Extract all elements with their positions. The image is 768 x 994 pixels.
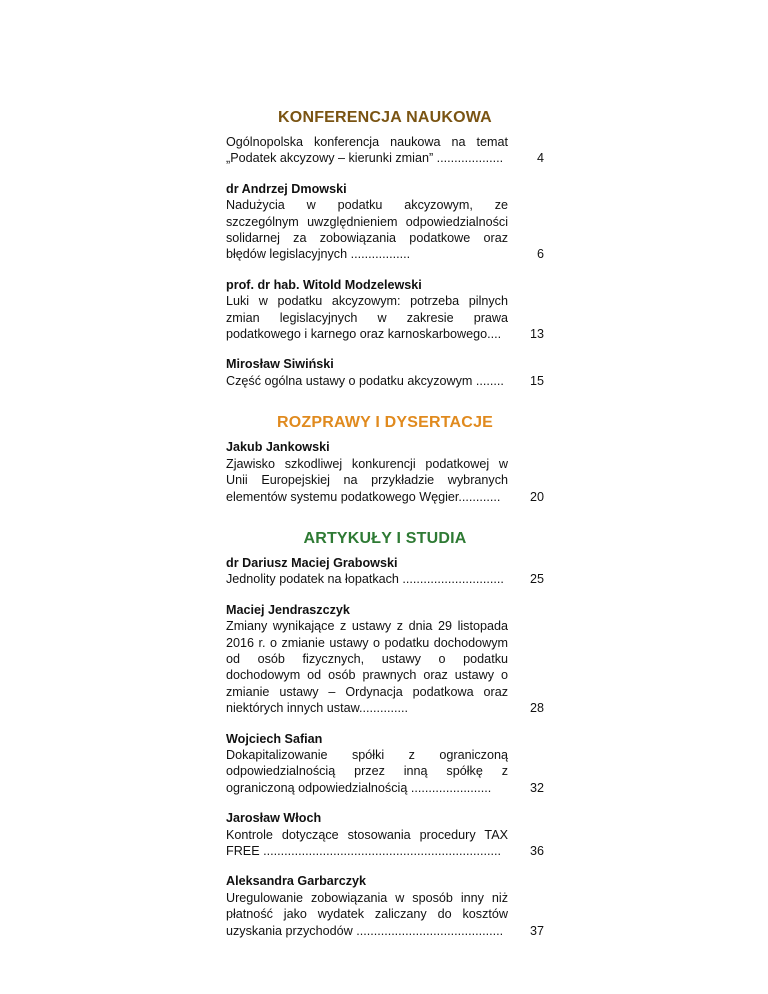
- page-number: 20: [529, 489, 544, 504]
- page-number: 28: [529, 701, 544, 716]
- entry-author: Maciej Jendraszczyk: [226, 602, 350, 617]
- toc-entry[interactable]: [226, 810, 544, 859]
- entry-author: prof. dr hab. Witold Modzelewski: [226, 277, 422, 292]
- toc-entry[interactable]: [226, 439, 544, 505]
- page-number: 25: [529, 572, 544, 587]
- section-spacer: [226, 519, 544, 529]
- entry-author: Jarosław Włoch: [226, 811, 322, 826]
- entry-author: Aleksandra Garbarczyk: [226, 874, 367, 889]
- section-rozprawy: [226, 413, 544, 505]
- entry-title: Kontrole dotyczące stosowania procedury TAX FREE ....................................................................: [226, 827, 508, 858]
- entry-author: dr Dariusz Maciej Grabowski: [226, 555, 398, 570]
- section-heading: KONFERENCJA NAUKOWA: [278, 109, 492, 126]
- toc-entry[interactable]: [226, 873, 544, 939]
- entry-title: Uregulowanie zobowiązania w sposób inny niż płatność jako wydatek zaliczany do kosztów uzyskania przychodów ..........................................: [226, 890, 508, 938]
- entry-title: Dokapitalizowanie spółki z ograniczoną odpowiedzialnością przez inną spółkę z ograniczoną odpowiedzialnością .......................: [226, 747, 508, 795]
- table-of-contents: [226, 108, 544, 953]
- toc-entry[interactable]: [226, 602, 544, 717]
- toc-entry[interactable]: [226, 181, 544, 263]
- entry-author: Wojciech Safian: [226, 731, 323, 746]
- section-spacer: [226, 403, 544, 413]
- page-number: 13: [529, 327, 544, 342]
- page-number: 15: [529, 373, 544, 388]
- page-number: 32: [529, 780, 544, 795]
- section-heading: ARTYKUŁY I STUDIA: [303, 529, 467, 547]
- section-konferencja: [226, 108, 544, 389]
- section-heading: ROZPRAWY I DYSERTACJE: [276, 414, 494, 432]
- toc-entry[interactable]: [226, 134, 544, 167]
- page-number: 37: [529, 923, 544, 938]
- page-number: 6: [536, 247, 544, 262]
- entry-author: dr Andrzej Dmowski: [226, 181, 347, 196]
- entry-title: Część ogólna ustawy o podatku akcyzowym ........: [226, 373, 504, 388]
- entry-author: Jakub Jankowski: [226, 440, 330, 455]
- toc-entry[interactable]: [226, 356, 544, 389]
- entry-title: Nadużycia w podatku akcyzowym, ze szczególnym uwzględnieniem odpowiedzialności solidarnej za zobowiązania podatkowe oraz błędów legislacyjnych .................: [226, 198, 508, 262]
- toc-entry[interactable]: [226, 277, 544, 343]
- entry-title: Ogólnopolska konferencja naukowa na temat „Podatek akcyzowy – kierunki zmian” ...................: [226, 135, 508, 166]
- page-number: 4: [536, 151, 544, 166]
- section-artykuly: [226, 529, 544, 939]
- entry-author: Mirosław Siwiński: [226, 357, 334, 372]
- entry-title: Jednolity podatek na łopatkach .............................: [226, 572, 504, 587]
- toc-entry[interactable]: [226, 555, 544, 588]
- entry-title: Zjawisko szkodliwej konkurencji podatkowej w Unii Europejskiej na przykładzie wybranych elementów systemu podatkowego Węgier............: [226, 456, 508, 504]
- page-number: 36: [529, 844, 544, 858]
- entry-title: Zmiany wynikające z ustawy z dnia 29 listopada 2016 r. o zmianie ustawy o podatku dochodowym od osób fizycznych, ustawy o podatku dochodowym od osób prawnych oraz ustawy o zmianie ustawy – Ordynacja podatkowa oraz niektórych innych ustaw..............: [226, 619, 508, 716]
- entry-title: Luki w podatku akcyzowym: potrzeba pilnych zmian legislacyjnych w zakresie prawa podatkowego i karnego oraz karnoskarbowego....: [226, 294, 508, 342]
- toc-entry[interactable]: [226, 731, 544, 797]
